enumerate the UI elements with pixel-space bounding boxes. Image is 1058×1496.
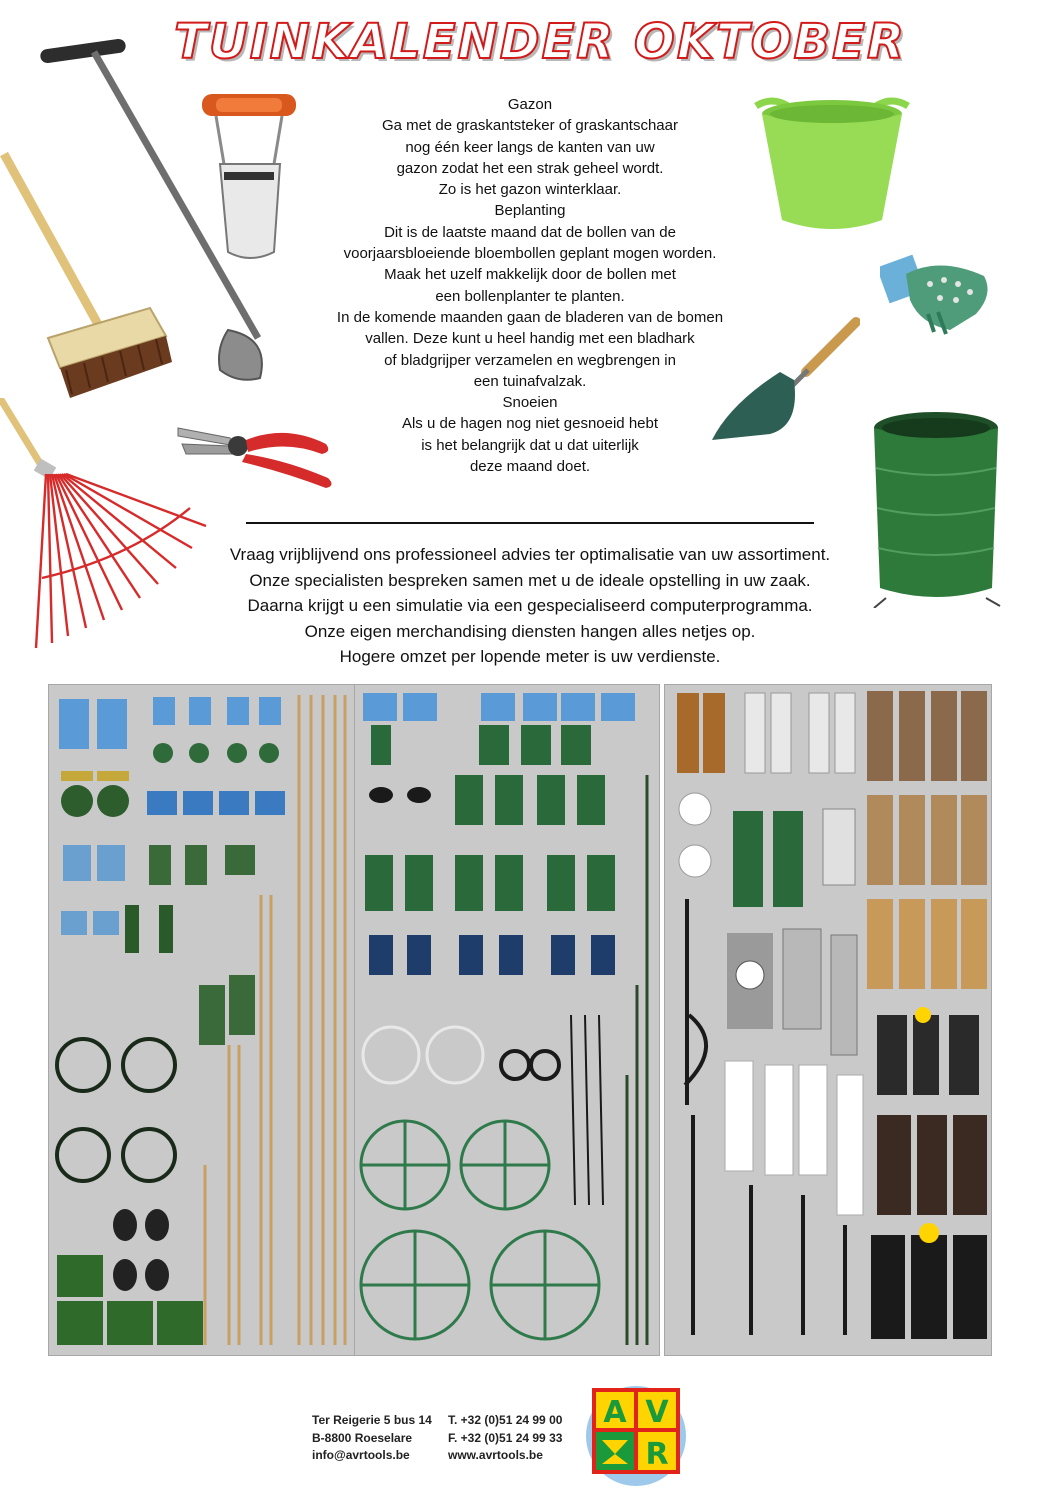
article-line: of bladgrijper verzamelen en wegbrengen in [384,351,676,369]
page-title: TUINKALENDER OKTOBER [174,14,906,70]
advice-line: Daarna krijgt u een simulatie via een gespecialiseerd computerprogramma. [247,596,813,615]
logo-letter: V [645,1395,669,1430]
article-line: Snoeien [502,394,558,412]
article-line: deze maand doet. [469,458,591,476]
bulb-planter-icon [196,92,304,267]
logo-letter: A [603,1395,627,1430]
article-line: Maak het uzelf makkelijk door de bollen met [384,266,676,284]
display-panel-thermometers [664,684,992,1356]
contact-line: T. +32 (0)51 24 99 00 [448,1413,563,1427]
article-body [300,94,760,477]
article-line: Als u de hagen nog niet gesnoeid hebt [401,415,659,433]
article-line: vallen. Deze kunt u heel handig met een bladhark [365,330,695,348]
advice-line: Vraag vrijblijvend ons professioneel advies ter optimalisatie van uw assortiment. [229,545,831,564]
article-line: Zo is het gazon winterklaar. [438,181,622,199]
footer-contact [448,1412,578,1465]
advice-line: Onze eigen merchandising diensten hangen alles netjes op. [304,621,756,641]
contact-line: F. +32 (0)51 24 99 33 [448,1430,563,1445]
broom-icon [0,148,175,403]
avr-logo [584,1380,688,1490]
article-line: In de komende maanden gaan de bladeren van de bomen [336,308,724,326]
gloves-icon [880,254,998,336]
article-line: gazon zodat het een strak geheel wordt. [396,159,664,177]
article-line: Gazon [507,96,553,113]
contact-line: www.avrtools.be [448,1448,543,1462]
display-panel-plant-supports [354,684,660,1356]
advice-line: Onze specialisten bespreken samen met u de ideale opstelling in uw zaak. [249,570,811,590]
section-divider [246,522,814,524]
article-line: nog één keer langs de kanten van uw [405,138,655,156]
logo-letter: R [645,1437,669,1472]
advice-line: Hogere omzet per lopende meter is uw verdienste. [339,647,721,666]
trowel-icon [710,316,860,446]
footer-address [312,1412,452,1465]
address-line: Ter Reigerie 5 bus 14 [312,1413,432,1427]
article-line: Beplanting [494,202,566,220]
bucket-icon [752,92,912,234]
article-line: Dit is de laatste maand dat de bollen van de [384,223,676,241]
advice-text [200,542,860,670]
display-panel-garden-accessories [48,684,356,1356]
article-line: Ga met de graskantsteker of graskantschaar [382,117,678,135]
address-line: B-8800 Roeselare [312,1430,413,1445]
address-line: info@avrtools.be [312,1448,410,1462]
garden-bag-icon [866,408,1006,608]
article-line: is het belangrijk dat u dat uiterlijk [421,436,639,454]
article-line: een bollenplanter te planten. [435,287,625,305]
article-line: een tuinafvalzak. [473,372,587,390]
article-line: voorjaarsbloeiende bloembollen geplant mogen worden. [343,245,717,263]
